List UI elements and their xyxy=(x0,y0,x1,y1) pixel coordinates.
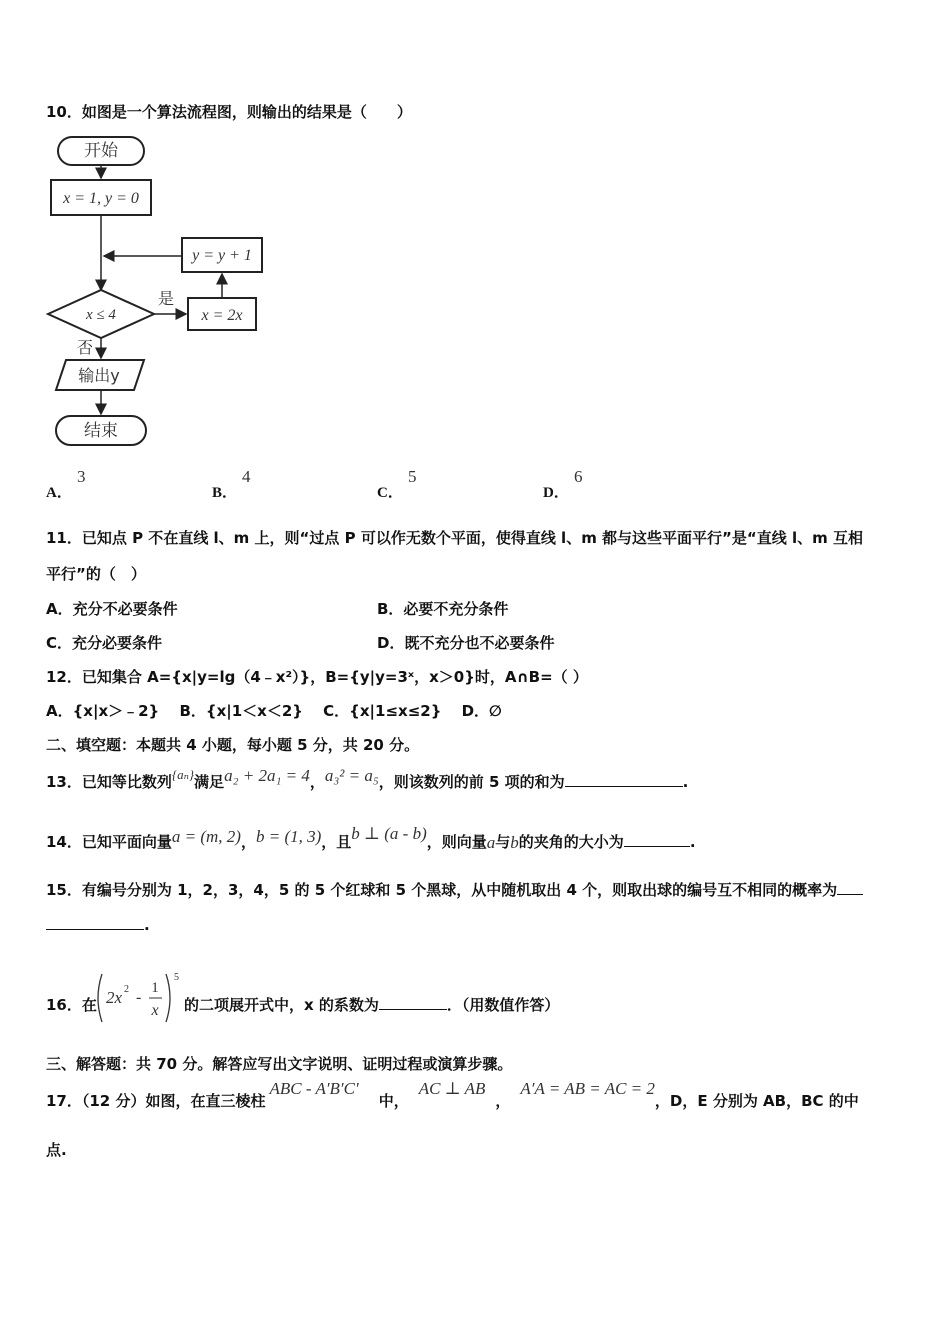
q14-prefix: 14．已知平面向量 xyxy=(46,833,172,851)
q10-choice-d-value: 6 xyxy=(574,467,583,486)
q14-yu: 与 xyxy=(495,833,511,851)
q16-expression xyxy=(94,970,184,1026)
q11-choice-c: C．充分必要条件 xyxy=(46,634,163,652)
q17-prefix: 17．（12 分）如图，在直三棱柱 xyxy=(46,1092,266,1110)
q16-note: ．（用数值作答） xyxy=(446,996,560,1014)
q14-veca: a = (m, 2) xyxy=(171,827,241,846)
q10-choice-b-value: 4 xyxy=(242,467,251,486)
q16-expr-2x: 2x xyxy=(106,988,123,1007)
flow-condition-label: x ≤ 4 xyxy=(86,307,116,323)
flow-init-label: x = 1, y = 0 xyxy=(63,190,139,207)
q13-seq: {aₙ} xyxy=(171,767,195,782)
flowchart xyxy=(40,132,280,452)
q17-eq: A′A = AB = AC = 2 xyxy=(520,1079,655,1098)
q13-suffix: ，则该数列的前 5 项的和为 xyxy=(378,773,565,791)
q15-answer-blank-end[interactable] xyxy=(46,915,144,930)
q16-answer-blank[interactable] xyxy=(379,995,447,1010)
q11-line2: 平行”的（ ） xyxy=(46,565,146,583)
q17-mid: 中， xyxy=(378,1092,409,1110)
q14-cond: b ⊥ (a - b) xyxy=(351,824,427,843)
q10-choice-b-label: B． xyxy=(212,485,238,501)
q17-perp: AC ⊥ AB xyxy=(418,1079,486,1098)
q10-choice-a xyxy=(46,482,72,503)
flow-update-y-label: y = y + 1 xyxy=(192,247,252,264)
flow-no-label: 否 xyxy=(76,338,94,357)
q14-mid: ，且 xyxy=(321,833,352,851)
q13-mid: 满足 xyxy=(194,773,225,791)
q13-cond2: a₃² = a₅ xyxy=(324,766,379,785)
q10-choice-c xyxy=(377,482,403,503)
q17-comma: ， xyxy=(495,1092,511,1110)
q13-comma: ， xyxy=(309,773,325,791)
flow-output-label: 输出y xyxy=(78,366,120,385)
q16-expr-square: 2 xyxy=(124,984,129,995)
flow-update-x-label: x = 2x xyxy=(201,307,243,324)
q15-line2: . xyxy=(46,915,150,935)
q12-text: 12．已知集合 A={x|y=lg（4﹣x²）}，B={y|y=3ˣ，x＞0}时，A∩B=（ ） xyxy=(46,668,588,686)
q11-choice-d: D．既不充分也不必要条件 xyxy=(377,634,555,652)
q16-frac-num: 1 xyxy=(151,980,159,996)
q14-mid2: ，则向量 xyxy=(426,833,487,851)
q16-expr-minus: - xyxy=(136,989,142,1006)
q14: 14．已知平面向量a = (m, 2)，b = (1, 3)，且b ⊥ (a - b)，则向量a与b的夹角的大小为 . xyxy=(46,824,696,852)
q13-answer-blank[interactable] xyxy=(565,772,683,787)
q10-choice-c-label: C． xyxy=(377,485,403,501)
q13-cond1: a₂ + 2a₁ = 4 xyxy=(224,766,310,785)
q13: 13．已知等比数列{aₙ}满足a₂ + 2a₁ = 4，a₃² = a₅，则该数列的前 5 项的和为 . xyxy=(46,766,689,791)
section3-heading: 三、解答题：共 70 分。解答应写出文字说明、证明过程或演算步骤。 xyxy=(46,1055,513,1073)
q10-text: 10．如图是一个算法流程图，则输出的结果是（ ） xyxy=(46,103,412,121)
q17-suffix: ，D，E 分别为 AB，BC 的中 xyxy=(654,1092,859,1110)
q10-choice-b xyxy=(212,482,237,503)
q17-line2: 点. xyxy=(46,1141,67,1159)
q14-a: a xyxy=(486,833,496,852)
q12-choices: A．{x|x＞﹣2} B．{x|1＜x＜2} C．{x|1≤x≤2} D．∅ xyxy=(46,702,502,720)
q14-comma: ， xyxy=(240,833,256,851)
q14-vecb: b = (1, 3) xyxy=(255,827,322,846)
q11-choice-b: B．必要不充分条件 xyxy=(377,600,509,618)
q15-line1 xyxy=(46,880,863,900)
q11-line1: 11．已知点 P 不在直线 l、m 上，则“过点 P 可以作无数个平面，使得直线 l、m 都与这些平面平行”是“直线 l、m 互相 xyxy=(46,529,863,547)
q17-line1 xyxy=(46,1079,859,1111)
flow-start-label: 开始 xyxy=(84,141,118,161)
q10-choice-c-value: 5 xyxy=(408,467,417,486)
q15-text: 15．有编号分别为 1，2，3，4，5 的 5 个红球和 5 个黑球，从中随机取出 4 个，则取出球的编号互不相同的概率为 xyxy=(46,881,838,899)
q10-choice-a-label: A． xyxy=(46,485,72,501)
flow-end-label: 结束 xyxy=(84,421,118,441)
q16-frac-den: x xyxy=(151,1002,159,1019)
q16-suffix: 的二项展开式中，x 的系数为 xyxy=(184,996,379,1014)
q14-answer-blank[interactable] xyxy=(624,832,690,847)
q17-prism: ABC - A′B′C′ xyxy=(269,1079,359,1098)
q10-choice-d-label: D． xyxy=(543,485,569,501)
q11-choice-a: A．充分不必要条件 xyxy=(46,600,178,618)
flow-yes-label: 是 xyxy=(157,289,175,308)
q13-prefix: 13．已知等比数列 xyxy=(46,773,172,791)
q10-choice-d xyxy=(543,482,569,503)
section2-heading: 二、填空题：本题共 4 小题，每小题 5 分，共 20 分。 xyxy=(46,736,420,754)
q16-prefix: 16．在 xyxy=(46,996,97,1014)
q14-b: b xyxy=(510,833,519,852)
q10-choice-a-value: 3 xyxy=(77,467,86,486)
q16-power: 5 xyxy=(174,972,179,983)
q16-rest xyxy=(184,995,559,1015)
q14-suffix: 的夹角的大小为 xyxy=(518,833,624,851)
q15-answer-blank-start[interactable] xyxy=(837,880,863,895)
